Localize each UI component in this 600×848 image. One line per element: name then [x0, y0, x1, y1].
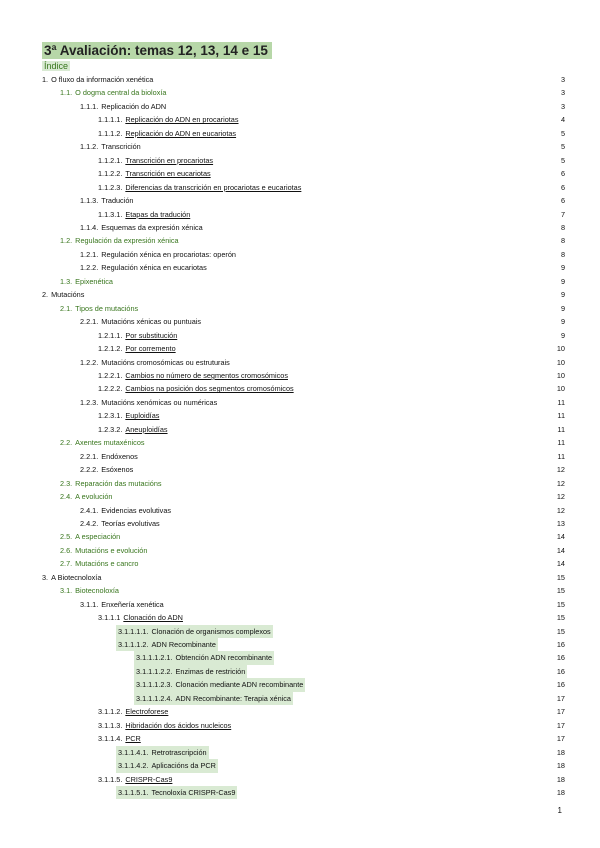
toc-entry[interactable] [0, 557, 600, 570]
toc-entry[interactable] [0, 625, 600, 638]
toc-entry-label[interactable]: Regulación da expresión xénica [75, 236, 179, 246]
toc-entry-number: 2. [42, 290, 49, 300]
toc-entry-label[interactable]: Transcrición en eucariotas [125, 169, 211, 179]
toc-entry[interactable] [0, 463, 600, 476]
toc-entry[interactable] [0, 221, 600, 234]
toc-entry-page: 3 [560, 101, 565, 111]
toc-entry-page: 17 [556, 707, 565, 717]
toc-entry-page: 15 [556, 626, 565, 636]
toc-entry-number: 3.1.1. [80, 599, 99, 609]
toc-entry-heading[interactable] [98, 154, 213, 167]
toc-entry[interactable] [0, 140, 600, 153]
toc-entry-page: 17 [556, 693, 565, 703]
toc-entry[interactable] [0, 154, 600, 167]
toc-entry-label[interactable]: Por corremento [125, 344, 176, 354]
toc-entry[interactable] [0, 665, 600, 678]
toc-entry-label[interactable]: Euploidías [125, 411, 160, 421]
toc-entry-number: 2.4.1. [80, 505, 99, 515]
toc-entry[interactable] [0, 571, 600, 584]
toc-entry-heading[interactable] [98, 127, 236, 140]
toc-entry-label[interactable]: Aneuploidías [125, 424, 168, 434]
toc-entry-heading[interactable] [60, 477, 162, 490]
toc-entry-page: 18 [556, 747, 565, 757]
toc-entry[interactable] [0, 194, 600, 207]
toc-entry-page: 14 [556, 559, 565, 569]
toc-entry-number: 3.1.1.1.2.1. [136, 653, 173, 663]
toc-entry-label[interactable]: A evolución [75, 492, 113, 502]
toc-entry-label[interactable]: O dogma central da bioloxía [75, 88, 167, 98]
toc-entry-label[interactable]: Replicación do ADN en eucariotas [125, 128, 237, 138]
toc-entry-page: 11 [557, 424, 565, 434]
toc-entry[interactable] [0, 490, 600, 503]
toc-entry-heading[interactable] [116, 625, 273, 638]
toc-entry-label[interactable]: Enzimas de restrición [175, 666, 246, 676]
toc-entry-page: 12 [556, 505, 565, 515]
toc-entry-number: 2.2.1. [80, 451, 99, 461]
toc-entry-heading[interactable] [60, 302, 138, 315]
toc-entry-number: 1.2.3. [80, 397, 99, 407]
toc-entry-number: 3.1. [60, 586, 73, 596]
toc-entry-heading[interactable] [98, 611, 183, 624]
toc-entry-page: 4 [560, 115, 565, 125]
toc-entry-label[interactable]: Axentes mutaxénicos [75, 438, 145, 448]
toc-entry-number: 2.2.2. [80, 465, 99, 475]
toc-entry-heading[interactable] [42, 571, 101, 584]
toc-entry-number: 1.2.3.2. [98, 424, 123, 434]
toc-entry-page: 3 [560, 88, 565, 98]
toc-entry-heading[interactable] [98, 382, 294, 395]
toc-entry[interactable] [0, 692, 600, 705]
toc-entry-page: 12 [556, 492, 565, 502]
toc-entry[interactable] [0, 746, 600, 759]
document-title: 3ª Avaliación: temas 12, 13, 14 e 15 [42, 42, 272, 59]
toc-entry-label[interactable]: Tecnoloxía CRISPR-Cas9 [151, 788, 236, 798]
toc-entry-page: 12 [556, 465, 565, 475]
toc-entry[interactable] [0, 477, 600, 490]
toc-entry[interactable] [0, 356, 600, 369]
toc-entry-label[interactable]: Hibridación dos ácidos nucleicos [125, 720, 232, 730]
toc-entry-label[interactable]: O fluxo da información xenética [51, 75, 154, 84]
toc-entry-page: 15 [556, 599, 565, 609]
toc-entry[interactable] [0, 651, 600, 664]
toc-entry[interactable] [0, 382, 600, 395]
toc-entry-heading[interactable] [80, 598, 164, 611]
toc-entry-label[interactable]: Diferencias da transcrición en procariotas e eucariotas [125, 182, 302, 192]
toc-entry-number: 2.2. [60, 438, 73, 448]
toc-entry-heading[interactable] [60, 490, 113, 503]
toc-entry-number: 1.2.1.1. [98, 330, 123, 340]
toc-entry[interactable] [0, 450, 600, 463]
toc-entry-heading[interactable] [98, 342, 176, 355]
toc-entry-page: 5 [560, 155, 565, 165]
toc-entry-page: 5 [560, 142, 565, 152]
toc-entry-label[interactable]: Por substitución [125, 330, 178, 340]
toc-entry-heading[interactable] [98, 423, 168, 436]
toc-entry-number: 3.1.1.1.2. [118, 640, 149, 650]
toc-entry-label[interactable]: Transcrición [101, 142, 141, 152]
toc-entry-heading[interactable] [98, 705, 168, 718]
toc-entry-number: 2.4. [60, 492, 73, 502]
toc-entry-page: 14 [556, 545, 565, 555]
toc-entry-heading[interactable] [80, 194, 133, 207]
toc-entry-page: 12 [556, 478, 565, 488]
toc-entry-label[interactable]: Retrotrascripción [151, 747, 207, 757]
toc-entry-number: 2.2.1. [80, 317, 99, 327]
toc-entry-page: 11 [557, 397, 565, 407]
toc-entry-page: 7 [560, 209, 565, 219]
toc-entry[interactable] [0, 759, 600, 772]
toc-entry-label[interactable]: Mutacións [51, 290, 85, 300]
toc-entry-heading[interactable] [98, 167, 211, 180]
toc-entry-heading[interactable] [60, 584, 119, 597]
toc-entry-heading[interactable] [60, 436, 145, 449]
toc-entry-number: 3.1.1.1 [98, 613, 121, 623]
toc-entry[interactable] [0, 208, 600, 221]
toc-entry-number: 1.2.1. [80, 249, 99, 259]
toc-entry[interactable] [0, 611, 600, 624]
toc-entry-page: 18 [556, 761, 565, 771]
toc-entry-page: 16 [556, 640, 565, 650]
toc-entry-heading[interactable] [98, 409, 159, 422]
toc-entry-label[interactable]: Endóxenos [101, 451, 138, 461]
toc-entry-number: 1.1.2. [80, 142, 99, 152]
toc-entry-label[interactable]: Epixenética [75, 276, 113, 286]
toc-entry-number: 3.1.1.2. [98, 707, 123, 717]
toc-entry-number: 3.1.1.3. [98, 720, 123, 730]
toc-entry-number: 3.1.1.4.1. [118, 747, 149, 757]
table-of-contents [0, 73, 600, 799]
toc-entry-page: 15 [556, 613, 565, 623]
toc-entry[interactable] [0, 86, 600, 99]
toc-entry-label[interactable]: Regulación xénica en procariotas: operón [101, 249, 236, 259]
toc-entry[interactable] [0, 261, 600, 274]
toc-entry[interactable] [0, 530, 600, 543]
toc-entry-page: 17 [556, 720, 565, 730]
toc-entry-page: 10 [556, 370, 565, 380]
toc-entry[interactable] [0, 329, 600, 342]
toc-entry-number: 1.1.3.1. [98, 209, 123, 219]
toc-entry-page: 9 [560, 303, 565, 313]
toc-entry[interactable] [0, 678, 600, 691]
toc-entry-page: 6 [560, 169, 565, 179]
toc-entry-number: 1.1.1.2. [98, 128, 123, 138]
toc-entry-page: 10 [556, 357, 565, 367]
toc-entry[interactable] [0, 275, 600, 288]
toc-entry-heading[interactable] [134, 651, 274, 664]
toc-entry-page: 10 [556, 344, 565, 354]
toc-entry[interactable] [0, 719, 600, 732]
toc-entry[interactable] [0, 517, 600, 530]
toc-entry-heading[interactable] [80, 396, 217, 409]
toc-entry-label[interactable]: Aplicacións da PCR [151, 761, 216, 771]
toc-entry-number: 1.1.2.3. [98, 182, 123, 192]
toc-entry-label[interactable]: Mutacións e cancro [75, 559, 139, 569]
toc-entry-number: 3.1.1.4.2. [118, 761, 149, 771]
toc-entry-heading[interactable] [60, 544, 147, 557]
toc-entry-page: 6 [560, 196, 565, 206]
toc-entry-number: 1.2.1.2. [98, 344, 123, 354]
toc-entry-heading[interactable] [42, 73, 153, 86]
toc-entry-page: 13 [556, 518, 565, 528]
toc-entry-heading[interactable] [80, 221, 203, 234]
toc-entry-page: 6 [560, 182, 565, 192]
toc-entry[interactable] [0, 369, 600, 382]
toc-entry[interactable] [0, 423, 600, 436]
toc-entry-label[interactable]: Cambios na posición dos segmentos cromosómicos [125, 384, 294, 394]
toc-entry-label[interactable]: CRISPR-Cas9 [125, 774, 173, 784]
toc-entry-label[interactable]: Enxeñería xenética [101, 599, 164, 609]
toc-entry-label[interactable]: Replicación do ADN en procariotas [125, 115, 239, 125]
toc-entry-number: 1. [42, 75, 49, 84]
toc-entry-page: 5 [560, 128, 565, 138]
toc-entry[interactable] [0, 315, 600, 328]
toc-entry-label[interactable]: Mutacións cromosómicas ou estruturais [101, 357, 230, 367]
toc-entry[interactable] [0, 167, 600, 180]
toc-entry[interactable] [0, 181, 600, 194]
toc-entry-heading[interactable] [80, 517, 160, 530]
toc-entry-heading[interactable] [134, 692, 293, 705]
toc-entry-label[interactable]: Clonación de organismos complexos [151, 626, 271, 636]
toc-entry-heading[interactable] [98, 719, 231, 732]
toc-entry-page: 11 [557, 411, 565, 421]
toc-entry[interactable] [0, 73, 600, 86]
toc-entry[interactable] [0, 504, 600, 517]
toc-entry-heading[interactable] [80, 356, 230, 369]
toc-entry-label[interactable]: Esquemas da expresión xénica [101, 222, 203, 232]
document-subtitle: Índice [44, 61, 69, 71]
toc-entry-heading[interactable] [80, 100, 166, 113]
toc-entry-heading[interactable] [80, 140, 141, 153]
toc-entry-heading[interactable] [98, 329, 177, 342]
toc-entry-label[interactable]: Electroforese [125, 707, 169, 717]
toc-entry-page: 9 [560, 330, 565, 340]
toc-entry-heading[interactable] [98, 732, 141, 745]
toc-entry-page: 9 [560, 317, 565, 327]
toc-entry-number: 3.1.1.1.1. [118, 626, 149, 636]
toc-entry-number: 3.1.1.4. [98, 734, 123, 744]
toc-entry-number: 3.1.1.1.2.4. [136, 693, 173, 703]
toc-entry-label[interactable]: Mutacións xenómicas ou numéricas [101, 397, 218, 407]
toc-entry-number: 1.1.4. [80, 222, 99, 232]
toc-entry-number: 1.2.2.1. [98, 370, 123, 380]
toc-entry[interactable] [0, 786, 600, 799]
toc-entry-label[interactable]: Regulación xénica en eucariotas [101, 263, 207, 273]
toc-entry-page: 3 [560, 75, 565, 84]
toc-entry[interactable] [0, 342, 600, 355]
toc-entry-number: 3.1.1.1.2.3. [136, 680, 173, 690]
toc-entry-number: 1.2. [60, 236, 73, 246]
toc-entry[interactable] [0, 544, 600, 557]
toc-entry-label[interactable]: ADN Recombinante: Terapia xénica [175, 693, 291, 703]
toc-entry-number: 1.2.2. [80, 357, 99, 367]
toc-entry-number: 1.1. [60, 88, 73, 98]
toc-entry-page: 9 [560, 276, 565, 286]
toc-entry-heading[interactable] [98, 208, 190, 221]
toc-entry-page: 10 [556, 384, 565, 394]
toc-entry-page: 16 [556, 666, 565, 676]
toc-entry-heading[interactable] [42, 288, 84, 301]
toc-entry-number: 1.2.3.1. [98, 411, 123, 421]
toc-entry-heading[interactable] [116, 746, 209, 759]
toc-entry-number: 1.3. [60, 276, 73, 286]
toc-entry-number: 1.1.2.2. [98, 169, 123, 179]
toc-entry-label[interactable]: Obtención ADN recombinante [175, 653, 273, 663]
toc-entry-number: 3.1.1.1.2.2. [136, 666, 173, 676]
toc-entry-number: 2.5. [60, 532, 73, 542]
toc-entry-label[interactable]: Mutacións xénicas ou puntuais [101, 317, 202, 327]
toc-entry-label[interactable]: Evidencias evolutivas [101, 505, 172, 515]
toc-entry[interactable] [0, 705, 600, 718]
toc-entry-heading[interactable] [116, 638, 218, 651]
toc-entry[interactable] [0, 436, 600, 449]
toc-entry[interactable] [0, 288, 600, 301]
toc-entry[interactable] [0, 248, 600, 261]
toc-entry-label[interactable]: Teorías evolutivas [101, 518, 160, 528]
toc-entry[interactable] [0, 732, 600, 745]
toc-entry-number: 1.1.1.1. [98, 115, 123, 125]
toc-entry-number: 1.1.1. [80, 101, 99, 111]
toc-entry-number: 2.4.2. [80, 518, 99, 528]
toc-entry-label[interactable]: Cambios no número de segmentos cromosómicos [125, 370, 288, 380]
toc-entry-heading[interactable] [80, 315, 201, 328]
toc-entry-heading[interactable] [98, 369, 288, 382]
toc-entry-label[interactable]: Tipos de mutacións [75, 303, 139, 313]
page-number: 1 [557, 806, 562, 815]
toc-entry-page: 8 [560, 222, 565, 232]
toc-entry-heading[interactable] [116, 786, 237, 799]
toc-entry-number: 1.2.2.2. [98, 384, 123, 394]
toc-entry-label[interactable]: ADN Recombinante [151, 640, 216, 650]
toc-entry-heading[interactable] [60, 557, 138, 570]
toc-entry-page: 11 [557, 438, 565, 448]
toc-entry-page: 9 [560, 290, 565, 300]
toc-entry-heading[interactable] [116, 759, 218, 772]
toc-entry[interactable] [0, 638, 600, 651]
toc-entry-heading[interactable] [98, 181, 301, 194]
toc-entry-label[interactable]: Biotecnoloxía [75, 586, 119, 596]
toc-entry-heading[interactable] [98, 113, 239, 126]
toc-entry-heading[interactable] [60, 530, 120, 543]
toc-entry-heading[interactable] [134, 665, 247, 678]
toc-entry-label[interactable]: Reparación das mutacións [75, 478, 162, 488]
toc-entry-number: 1.1.3. [80, 196, 99, 206]
toc-entry-page: 8 [560, 236, 565, 246]
toc-entry-heading[interactable] [80, 463, 133, 476]
toc-entry[interactable] [0, 396, 600, 409]
toc-entry-page: 15 [556, 572, 565, 582]
toc-entry[interactable] [0, 113, 600, 126]
toc-entry-page: 18 [556, 788, 565, 798]
toc-entry[interactable] [0, 100, 600, 113]
toc-entry[interactable] [0, 409, 600, 422]
toc-entry-label[interactable]: Etapas da tradución [125, 209, 191, 219]
toc-entry-page: 18 [556, 774, 565, 784]
toc-entry-page: 9 [560, 263, 565, 273]
toc-entry-heading[interactable] [60, 275, 113, 288]
toc-entry-number: 2.3. [60, 478, 73, 488]
toc-entry-number: 3.1.1.5. [98, 774, 123, 784]
toc-entry-number: 2.1. [60, 303, 73, 313]
toc-entry[interactable] [0, 127, 600, 140]
toc-entry-number: 1.1.2.1. [98, 155, 123, 165]
toc-entry-page: 16 [556, 680, 565, 690]
toc-entry-label[interactable]: Mutacións e evolución [75, 545, 148, 555]
toc-entry[interactable] [0, 584, 600, 597]
toc-entry-page: 16 [556, 653, 565, 663]
toc-entry-page: 15 [556, 586, 565, 596]
toc-entry-label[interactable]: A especiación [75, 532, 121, 542]
toc-entry-number: 1.2.2. [80, 263, 99, 273]
toc-entry-label[interactable]: Esóxenos [101, 465, 134, 475]
toc-entry-page: 14 [556, 532, 565, 542]
toc-entry-heading[interactable] [60, 86, 166, 99]
toc-entry-heading[interactable] [80, 450, 138, 463]
toc-entry-heading[interactable] [80, 504, 171, 517]
toc-entry-label[interactable]: A Biotecnoloxía [51, 572, 102, 582]
toc-entry-label[interactable]: Clonación mediante ADN recombinante [175, 680, 304, 690]
toc-entry-page: 8 [560, 249, 565, 259]
toc-entry-label[interactable]: Tradución [101, 196, 134, 206]
toc-entry-heading[interactable] [60, 234, 179, 247]
toc-entry[interactable] [0, 773, 600, 786]
toc-entry-number: 3.1.1.5.1. [118, 788, 149, 798]
toc-entry-number: 2.7. [60, 559, 73, 569]
toc-entry-heading[interactable] [134, 678, 305, 691]
toc-entry-page: 17 [556, 734, 565, 744]
toc-entry-heading[interactable] [98, 773, 172, 786]
toc-entry-page: 11 [557, 451, 565, 461]
toc-entry[interactable] [0, 598, 600, 611]
toc-entry-heading[interactable] [80, 261, 207, 274]
toc-entry-label[interactable]: Clonación do ADN [123, 613, 183, 623]
toc-entry-number: 3. [42, 572, 49, 582]
toc-entry-heading[interactable] [80, 248, 236, 261]
toc-entry-number: 2.6. [60, 545, 73, 555]
toc-entry-label[interactable]: Replicación do ADN [101, 101, 167, 111]
toc-entry[interactable] [0, 234, 600, 247]
toc-entry[interactable] [0, 302, 600, 315]
toc-entry-label[interactable]: PCR [125, 734, 141, 744]
toc-entry-label[interactable]: Transcrición en procariotas [125, 155, 214, 165]
